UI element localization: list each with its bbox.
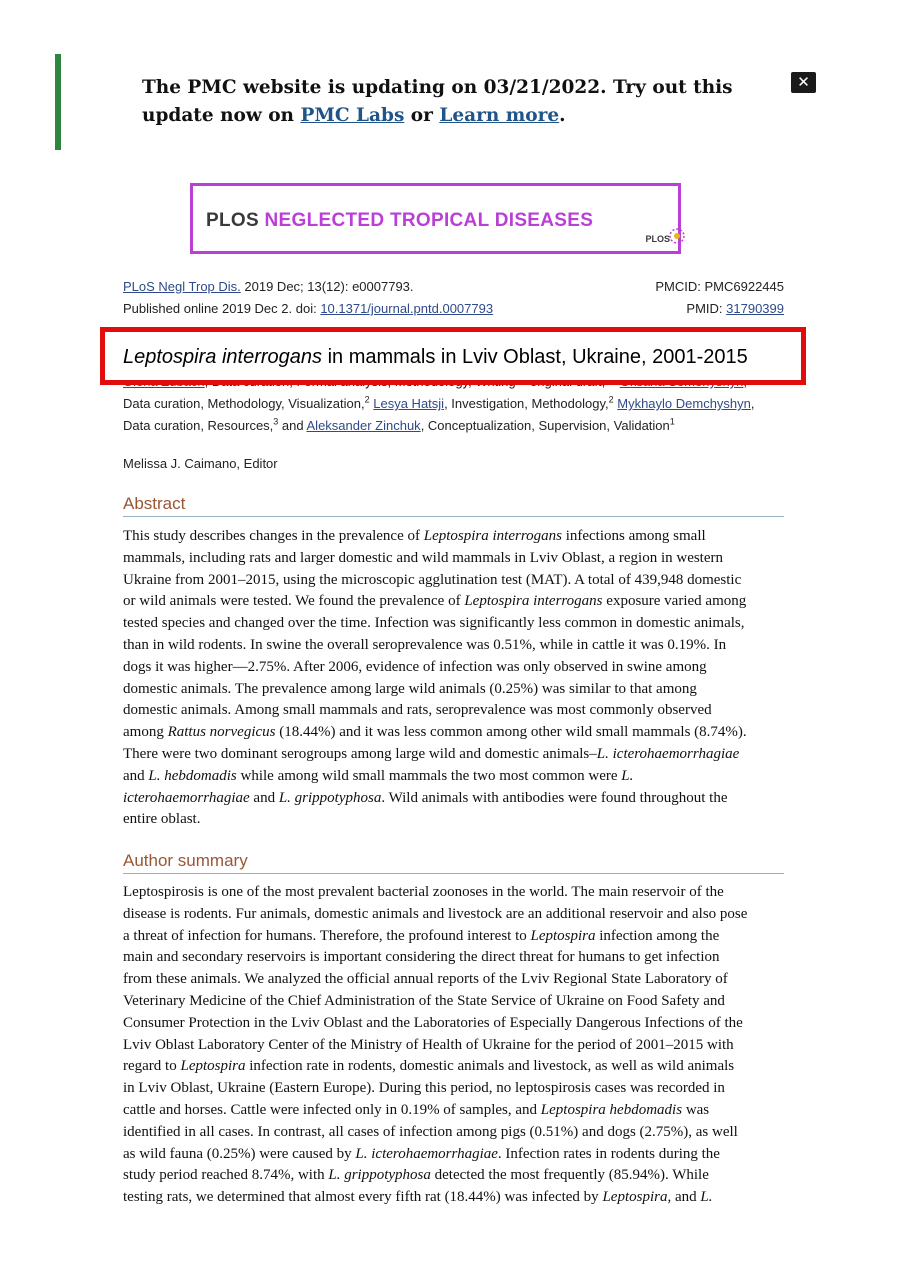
affiliation-sup: 2 (608, 394, 614, 405)
pmc-labs-link[interactable]: PMC Labs (300, 105, 405, 126)
text-line: icterohaemorrhagiae and L. grippotyphosa. Wild animals with antibodies were found throughout the (123, 789, 728, 806)
author-link[interactable]: Mykhaylo Demchyshyn (617, 396, 751, 411)
text-line: main and secondary reservoirs is important considering the direct threat for humans to get infection (123, 949, 720, 966)
banner-line-2 (142, 102, 762, 130)
text-line: Veterinary Medicine of the Chief Administration of the State Service of Ukraine on Food Safety and (123, 992, 725, 1009)
author-roles: , Investigation, Methodology, (444, 396, 609, 411)
title-species: Leptospira interrogans (123, 346, 323, 368)
text-line: a threat of infection for humans. Therefore, the profound interest to Leptospira infection among the (123, 927, 720, 944)
affiliation-sup: 2 (364, 394, 370, 405)
text-line: disease is rodents. Fur animals, domestic animals and livestock are an additional reservoir and also pose (123, 905, 748, 922)
close-banner-button[interactable] (791, 72, 816, 93)
text-line: than in wild rodents. In swine the overall seroprevalence was 0.51%, while in cattle it was 0.19%. In (123, 636, 727, 653)
plos-mini-logo (645, 234, 670, 244)
logo-plos-word: PLOS (206, 210, 259, 231)
close-icon: ✕ (797, 73, 810, 91)
plos-mini-text: PLOS (645, 234, 670, 244)
text-line: mammals, including rats and larger domestic and wild mammals in Lviv Oblast, a region in western (123, 549, 724, 566)
learn-more-link[interactable]: Learn more (439, 105, 560, 126)
text-line: tested species and changed over the time. Infection was significantly less common in domestic animals, (123, 615, 745, 632)
banner-line-1: The PMC website is updating on 03/21/2022. Try out this (142, 77, 733, 98)
text-line: among Rattus norvegicus (18.44%) and it was less common among other wild small mammals (8.74%). (123, 724, 747, 741)
text-line: cattle and horses. Cattle were infected only in 0.19% of samples, and Leptospira hebdomadis was (123, 1101, 710, 1118)
text-line: Lviv Oblast Laboratory Center of the Ministry of Health of Ukraine for the period of 2001–2015 with (123, 1036, 734, 1053)
banner-accent-bar (55, 54, 61, 150)
text-line: identified in all cases. In contrast, all cases of infection among pigs (0.51%) and dogs (2.75%), as well (123, 1123, 738, 1140)
journal-logo-text (206, 210, 593, 232)
citation-issue: 2019 Dec; 13(12): e0007793. (240, 279, 414, 294)
logo-journal-name: NEGLECTED TROPICAL DISEASES (264, 210, 594, 231)
text-line: Leptospirosis is one of the most prevalent bacterial zoonoses in the world. The main reservoir of the (123, 884, 724, 900)
author-summary-heading: Author summary (123, 851, 784, 874)
article-title (123, 345, 748, 369)
text-line: entire oblast. (123, 811, 201, 828)
journal-logo[interactable] (190, 183, 681, 254)
abstract-text (123, 526, 788, 831)
author-link[interactable]: Aleksander Zinchuk (306, 418, 421, 433)
author-roles: Data curation, Methodology, Visualization, (123, 396, 365, 411)
published-line (123, 301, 493, 317)
banner-text-post: . (559, 105, 566, 126)
text-line: and L. hebdomadis while among wild small mammals the two most common were L. (123, 767, 634, 784)
banner-text-mid: or (404, 105, 440, 126)
author-link[interactable]: Lesya Hatsji (373, 396, 445, 411)
title-highlight-box (100, 327, 806, 385)
text-line: in Lviv Oblast, Ukraine (Eastern Europe). During this period, no leptospirosis cases was recorded in (123, 1080, 725, 1097)
author-row-3 (123, 415, 789, 437)
text-line: regard to Leptospira infection rate in rodents, domestic animals and livestock, as well as wild animals (123, 1058, 735, 1075)
text-line: testing rats, we determined that almost every fifth rat (18.44%) was infected by Leptospira, and L. (123, 1189, 713, 1206)
published-text: Published online 2019 Dec 2. doi: (123, 301, 321, 316)
text-line: domestic animals. The prevalence among large wild animals (0.25%) was similar to that among (123, 680, 697, 697)
text-line: There were two dominant serogroups among large wild and domestic animals–L. icterohaemorrhagiae (123, 745, 740, 762)
text-line: from these animals. We analyzed the official annual reports of the Lviv Regional State Laboratory of (123, 971, 728, 988)
pmid-link[interactable]: 31790399 (726, 301, 784, 316)
author-and: and (278, 418, 307, 433)
update-banner (142, 74, 762, 130)
editor-line: Melissa J. Caimano, Editor (123, 456, 278, 471)
title-rest: in mammals in Lviv Oblast, Ukraine, 2001-2015 (322, 346, 748, 368)
citation-line (123, 279, 414, 295)
pmid-line (686, 301, 784, 317)
doi-link[interactable]: 10.1371/journal.pntd.0007793 (320, 301, 494, 316)
pmcid: PMCID: PMC6922445 (655, 279, 784, 294)
text-line: study period reached 8.74%, with L. grippotyphosa detected the most frequently (85.94%). While (123, 1167, 709, 1184)
author-list (123, 380, 789, 446)
author-summary-text (123, 882, 788, 1209)
journal-link[interactable]: PLoS Negl Trop Dis. (123, 279, 241, 294)
author-roles: Data curation, Resources, (123, 418, 274, 433)
affiliation-sup: 3 (273, 416, 279, 427)
abstract-heading: Abstract (123, 494, 784, 517)
author-roles: , (750, 396, 755, 411)
text-line: or wild animals were tested. We found the prevalence of Leptospira interrogans exposure varied among (123, 593, 747, 610)
text-line: Ukraine from 2001–2015, using the microscopic agglutination test (MAT). A total of 439,948 domestic (123, 571, 742, 588)
author-row-2 (123, 393, 789, 415)
text-line: dogs it was higher—2.75%. After 2006, evidence of infection was only observed in swine among (123, 658, 707, 675)
banner-text-pre: update now on (142, 105, 301, 126)
text-line: domestic animals. Among small mammals and rats, seroprevalence was most commonly observed (123, 702, 712, 719)
author-roles: , Conceptualization, Supervision, Validation (420, 418, 670, 433)
plos-burst-icon (639, 224, 685, 250)
affiliation-sup: 1 (669, 416, 675, 427)
text-line: Consumer Protection in the Lviv Oblast and the Laboratories of Especially Dangerous Infections of the (123, 1014, 743, 1031)
text-line: as wild fauna (0.25%) were caused by L. icterohaemorrhagiae. Infection rates in rodents during the (123, 1145, 720, 1162)
text-line: This study describes changes in the prevalence of Leptospira interrogans infections among small (123, 528, 706, 544)
pmid-label: PMID: (686, 301, 727, 316)
